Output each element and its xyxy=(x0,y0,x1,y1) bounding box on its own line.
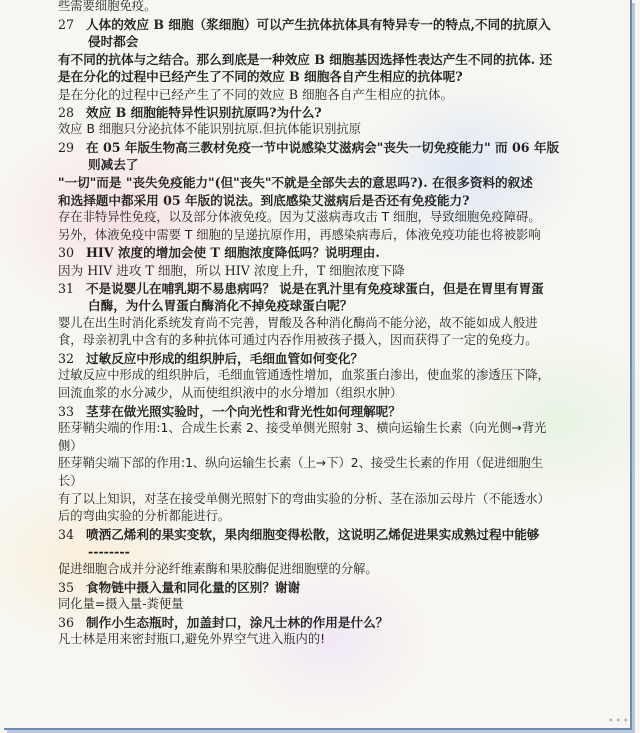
answer-line: 有了以上知识，对茎在接受单侧光照射下的弯曲实验的分析、茎在添加云母片（不能透水） xyxy=(58,491,550,506)
question-number: 35 xyxy=(58,579,75,595)
question-number: 29 xyxy=(58,139,75,155)
question-continuation: 则减去了 xyxy=(88,157,139,173)
question-continuation: 有不同的抗体与之结合。那么到底是一种效应 B 细胞基因选择性表达产生不同的抗体. 还 xyxy=(58,51,553,67)
answer-line: 些需要细胞免疫。 xyxy=(58,0,157,13)
question-line xyxy=(8,526,624,544)
question-text: 茎芽在做光照实验时，一个向光性和背光性如何理解呢？ xyxy=(86,403,401,419)
question-continuation: 是在分化的过程中已经产生了不同的效应 B 细胞各自产生相应的抗体呢? xyxy=(58,69,463,85)
question-continuation: -------- xyxy=(88,544,130,560)
question-line xyxy=(8,403,624,421)
question-number: 33 xyxy=(58,403,75,419)
question-number: 36 xyxy=(58,614,75,630)
question-number: 28 xyxy=(58,104,75,120)
watermark: ••• xyxy=(607,714,630,727)
document-page xyxy=(4,0,632,730)
question-text: 在 05 年版生物高三教材免疫一节中说感染艾滋病会"丧失一切免疫能力" 而 06 年版 xyxy=(86,139,560,155)
question-line xyxy=(8,139,624,157)
question-continuation: 侵时都会 xyxy=(88,34,139,50)
answer-line: 另外，体液免疫中需要 T 细胞的呈递抗原作用，再感染病毒后，体液免疫功能也将被影响 xyxy=(58,227,541,242)
question-line xyxy=(8,16,624,34)
question-number: 34 xyxy=(58,526,75,542)
answer-line: 同化量=摄入量-粪便量 xyxy=(58,597,184,612)
question-continuation: 和选择题中都采用 05 年版的说法。到底感染艾滋病后是否还有免疫能力? xyxy=(58,192,470,208)
answer-line: 侧） xyxy=(58,438,83,453)
question-number: 32 xyxy=(58,350,75,366)
answer-line: 回流血浆的水分减少，从而使组织液中的水分增加（组织水肿） xyxy=(58,386,403,401)
answer-line: 效应 B 细胞只分泌抗体不能识别抗原.但抗体能识别抗原 xyxy=(58,122,361,137)
question-text: 效应 B 细胞能特异性识别抗原吗?为什么? xyxy=(86,104,322,120)
question-text: 过敏反应中形成的组织肿后，毛细血管如何变化？ xyxy=(86,350,364,366)
question-line xyxy=(8,614,624,632)
question-continuation: "一切"而是 "丧失免疫能力"(但"丧失"不就是全部失去的意思吗?). 在很多资料的叙述 xyxy=(58,174,533,190)
answer-line: 是在分化的过程中已经产生了不同的效应 B 细胞各自产生相应的抗体。 xyxy=(58,86,454,102)
question-line xyxy=(8,244,624,262)
question-line xyxy=(8,104,624,122)
question-line xyxy=(8,350,624,368)
question-text: 食物链中摄入量和同化量的区别？谢谢 xyxy=(86,579,301,595)
answer-line: 过敏反应中形成的组织肿后，毛细血管通透性增加，血浆蛋白渗出，使血浆的渗透压下降， xyxy=(58,368,550,383)
answer-line: 促进细胞合成并分泌纤维素酶和果胶酶促进细胞壁的分解。 xyxy=(58,562,378,576)
question-continuation: 白酶，为什么胃蛋白酶消化不掉免疫球蛋白呢？ xyxy=(88,298,353,314)
question-number: 27 xyxy=(58,16,75,32)
answer-line: 凡士林是用来密封瓶口,避免外界空气进入瓶内的! xyxy=(58,632,326,647)
answer-line: 胚芽鞘尖端下部的作用:1、纵向运输生长素（上→下）2、接受生长素的作用（促进细胞生 xyxy=(58,456,544,471)
answer-line: 后的弯曲实验的分析都能进行。 xyxy=(58,509,231,524)
qa-content xyxy=(8,0,624,649)
question-line xyxy=(8,579,624,597)
answer-line: 食，母亲初乳中含有的多种抗体可通过内吞作用被孩子摄入，因而获得了一定的免疫力。 xyxy=(58,333,538,348)
answer-line: 胚芽鞘尖端的作用:1、合成生长素 2、接受单侧光照射 3、横向运输生长素（向光侧→背光 xyxy=(58,421,547,436)
question-text: 人体的效应 B 细胞（浆细胞）可以产生抗体抗体具有特异专一的特点,不同的抗原入 xyxy=(86,16,551,32)
question-text: 不是说婴儿在哺乳期不易患病吗？ 说是在乳汁里有免疫球蛋白，但是在胃里有胃蛋 xyxy=(86,280,544,296)
question-number: 30 xyxy=(58,245,75,261)
question-text: 喷洒乙烯利的果实变软，果肉细胞变得松散，这说明乙烯促进果实成熟过程中能够 xyxy=(86,526,540,542)
question-number: 31 xyxy=(58,280,75,296)
answer-line: 因为 HIV 进攻 T 细胞，所以 HIV 浓度上升，T 细胞浓度下降 xyxy=(58,262,405,278)
question-text: HIV 浓度的增加会使 T 细胞浓度降低吗？说明理由. xyxy=(86,245,380,261)
answer-line: 存在非特异性免疫，以及部分体液免疫。因为艾滋病毒攻击 T 细胞，导致细胞免疫障碍。 xyxy=(58,210,541,225)
answer-line: 长） xyxy=(58,474,83,489)
question-text: 制作小生态瓶时，加盖封口，涂凡士林的作用是什么？ xyxy=(86,614,389,630)
question-line xyxy=(8,280,624,298)
answer-line: 婴儿在出生时消化系统发育尚不完善，胃酸及各种消化酶尚不能分泌，故不能如成人般进 xyxy=(58,315,538,330)
